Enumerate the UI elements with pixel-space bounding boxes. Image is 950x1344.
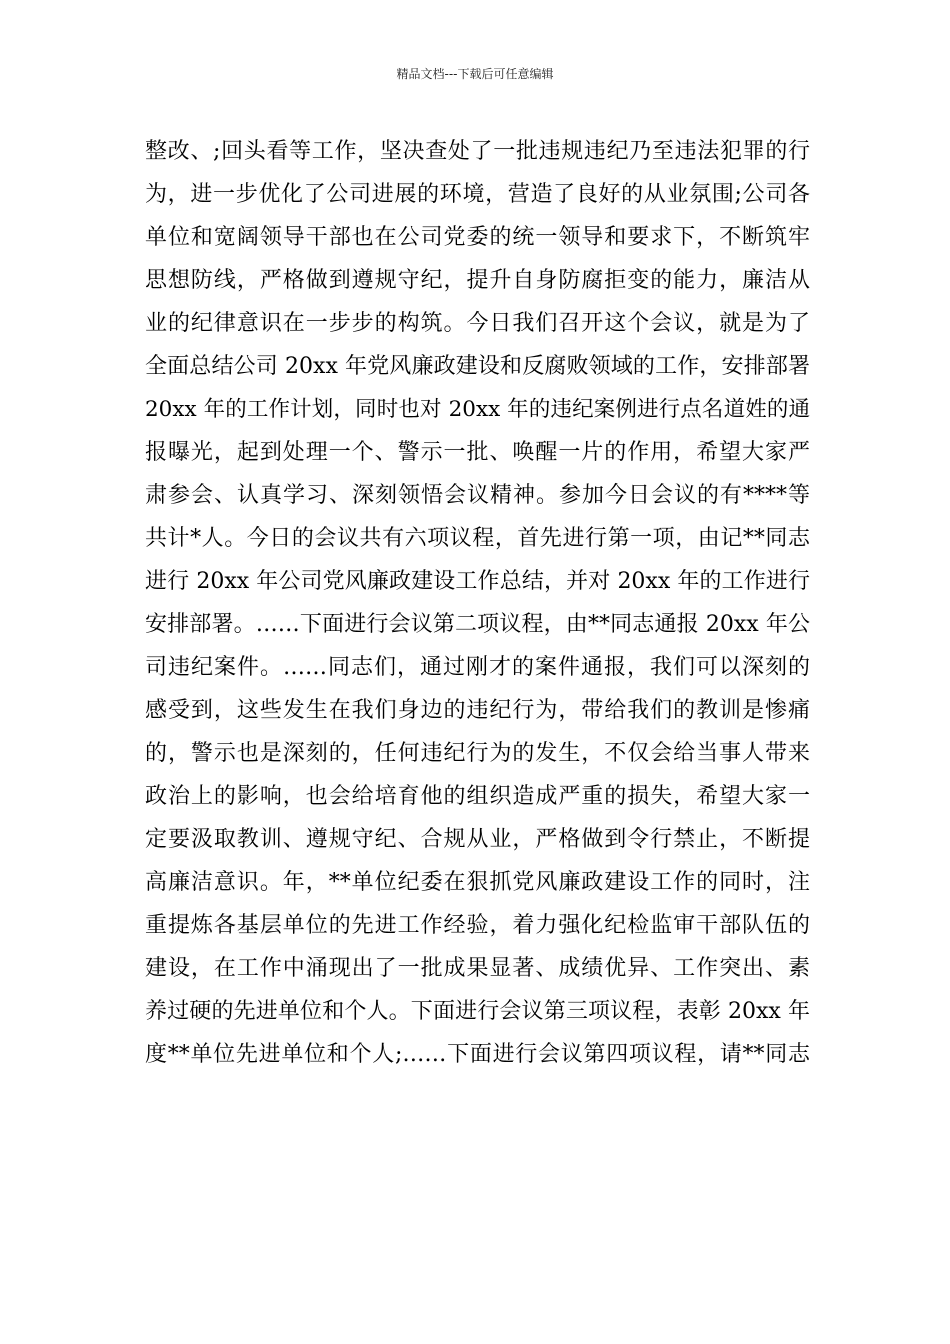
text-line: 政治上的影响，也会给培育他的组织造成严重的损失，希望大家一 — [145, 784, 810, 809]
text-line: 全面总结公司 20xx 年党风廉政建设和反腐败领域的工作，安排部署 — [145, 354, 810, 379]
text-line: 为，进一步优化了公司进展的环境，营造了良好的从业氛围;公司各 — [145, 182, 810, 207]
text-line: 感受到，这些发生在我们身边的违纪行为，带给我们的教训是惨痛 — [145, 698, 810, 723]
text-line: 养过硬的先进单位和个人。下面进行会议第三项议程，表彰 20xx 年 — [145, 999, 810, 1024]
text-line: 司违纪案件。……同志们，通过刚才的案件通报，我们可以深刻的 — [145, 655, 810, 680]
text-line: 肃参会、认真学习、深刻领悟会议精神。参加今日会议的有****等 — [145, 483, 810, 508]
text-line: 20xx 年的工作计划，同时也对 20xx 年的违纪案例进行点名道姓的通 — [145, 397, 810, 422]
text-line: 报曝光，起到处理一个、警示一批、唤醒一片的作用，希望大家严 — [145, 440, 810, 465]
text-line: 的，警示也是深刻的，任何违纪行为的发生，不仅会给当事人带来 — [145, 741, 810, 766]
text-line: 高廉洁意识。年，**单位纪委在狠抓党风廉政建设工作的同时，注 — [145, 870, 810, 895]
text-line: 定要汲取教训、遵规守纪、合规从业，严格做到令行禁止，不断提 — [145, 827, 810, 852]
text-line: 共计*人。今日的会议共有六项议程，首先进行第一项，由记**同志 — [145, 526, 810, 551]
text-line: 度**单位先进单位和个人;……下面进行会议第四项议程，请**同志 — [145, 1042, 810, 1067]
text-line: 单位和宽阔领导干部也在公司党委的统一领导和要求下，不断筑牢 — [145, 225, 810, 250]
text-line: 进行 20xx 年公司党风廉政建设工作总结，并对 20xx 年的工作进行 — [145, 569, 810, 594]
text-line: 思想防线，严格做到遵规守纪，提升自身防腐拒变的能力，廉洁从 — [145, 268, 810, 293]
text-line: 整改、;回头看等工作，坚决查处了一批违规违纪乃至违法犯罪的行 — [145, 139, 810, 164]
document-body — [145, 130, 810, 1076]
page-header: 精品文档---下载后可任意编辑 — [396, 67, 554, 81]
text-line: 安排部署。……下面进行会议第二项议程，由**同志通报 20xx 年公 — [145, 612, 810, 637]
text-line: 重提炼各基层单位的先进工作经验，着力强化纪检监审干部队伍的 — [145, 913, 810, 938]
text-line: 建设，在工作中涌现出了一批成果显著、成绩优异、工作突出、素 — [145, 956, 810, 981]
text-line: 业的纪律意识在一步步的构筑。今日我们召开这个会议，就是为了 — [145, 311, 810, 336]
